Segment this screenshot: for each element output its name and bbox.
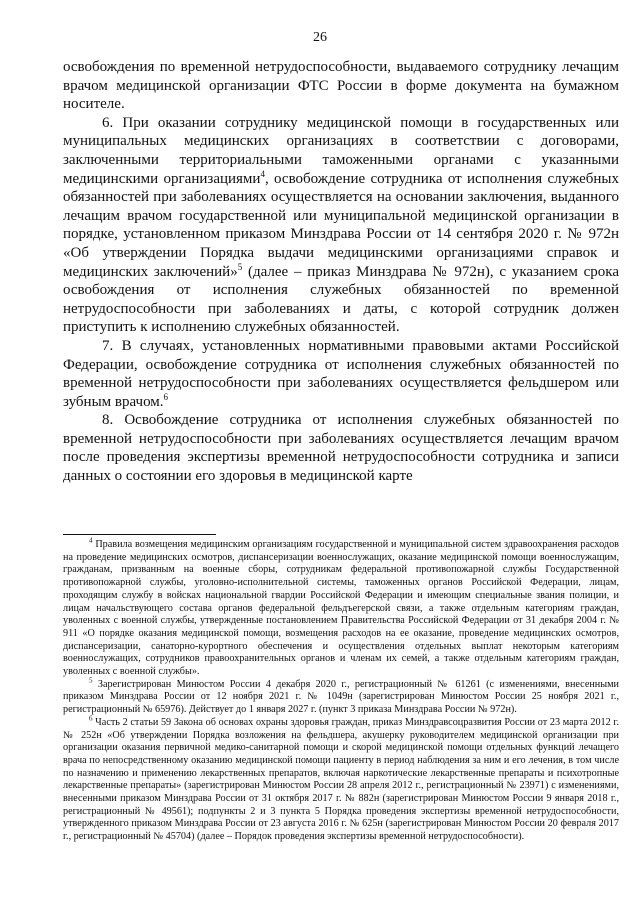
footnote-ref-6[interactable]: 6 [163, 391, 169, 402]
paragraph-7 [63, 337, 619, 411]
footnote-mark: 6 [89, 714, 93, 723]
footnote-ref-4[interactable]: 4 [260, 168, 265, 179]
paragraph-8 [63, 411, 619, 485]
footnote-6 [63, 714, 619, 844]
footnote-5 [63, 676, 619, 717]
footnote-mark: 5 [89, 676, 93, 685]
footnote-ref-5[interactable]: 5 [237, 261, 243, 272]
paragraph-continuation [63, 58, 619, 114]
paragraph-6 [63, 114, 619, 337]
footnotes [63, 536, 619, 844]
footnote-text: Зарегистрирован Минюстом России 4 декабря 2020 г., регистрационный № 61261 (с изменениями, внесенными приказом Минздрава России от 12 ноября 2021 г. № 1049н (зарегистрирован Минюстом России 25 ноября 2021 г., регистрационный № 65976). Действует до 1 января 2027 г. (пункт 3 приказа Минздрава России № 972н). [63, 678, 619, 716]
footnote-divider [63, 534, 216, 535]
paragraph-text: 8. Освобождение сотрудника от исполнения служебных обязанностей по временной нетрудоспособности при заболеваниях осуществляется лечащим врачом после проведения экспертизы временной нетрудоспособности сотрудника и записи данных о состоянии его здоровья в медицинской карте [63, 412, 619, 485]
footnote-text: Часть 2 статьи 59 Закона об основах охраны здоровья граждан, приказ Минздравсоцразвития России от 23 марта 2012 г. № 252н «Об утверждении Порядка возложения на фельдшера, акушерку руководителем медицинской организации при организации оказания первичной медико-санитарной помощи и скорой медицинской помощи отдельных функций лечащего врача по непосредственному оказанию медицинской помощи пациенту в период наблюдения за ним и его лечения, в том числе по назначению и применению лекарственных препаратов, включая наркотические лекарственные препараты и психотропные лекарственные препараты» (зарегистрирован Минюстом России 28 апреля 2012 г., регистрационный № 23971) с изменениями, внесенными приказом Минздрава России от 31 октября 2017 г. № 882н (зарегистрирован Минюстом России 9 января 2018 г., регистрационный № 49561); подпункты 2 и 3 пункта 5 Порядка проведения экспертизы временной нетрудоспособности, утвержденного приказом Минздрава России от 23 августа 2016 г. № 625н (зарегистрирован Минюстом России 20 февраля 2017 г., регистрационный № 45704) (далее – Порядок проведения экспертизы временной нетрудоспособности). [63, 716, 619, 843]
footnote-4 [63, 536, 619, 679]
main-text [63, 58, 619, 486]
paragraph-text: 7. В случаях, установленных нормативными правовыми актами Российской Федерации, освобождение сотрудника от исполнения служебных обязанностей по временной нетрудоспособности при заболеваниях осуществляется фельдшером или зубным врачом. [63, 337, 619, 410]
paragraph-text: 6. При оказании сотруднику медицинской помощи в государственных или муниципальных медицинских организациях в соответствии с договорами, заключенными территориальными таможенными органами с указанными медицинскими организациями [63, 114, 619, 187]
page-number: 26 [313, 30, 327, 45]
paragraph-text: (далее – приказ Минздрава № 972н), с указанием срока освобождения от исполнения служебных обязанностей по временной нетрудоспособности при заболеваниях и даты, с которой сотрудник должен приступить к исполнению служебных обязанностей. [63, 263, 619, 336]
paragraph-text: , освобождение сотрудника от исполнения служебных обязанностей при заболеваниях осуществляется на основании заключения, выданного лечащим врачом государственной или муниципальной медицинской организации в порядке, установленном приказом Минздрава России от 14 сентября 2020 г. № 972н «Об утверждении Порядка выдачи медицинскими организациями справок и медицинских заключений» [63, 170, 619, 280]
footnote-mark: 4 [89, 536, 93, 545]
paragraph-text: освобождения по временной нетрудоспособности, выдаваемого сотруднику лечащим врачом медицинской организации ФТС России в форме документа на бумажном носителе. [63, 59, 619, 113]
footnote-text: Правила возмещения медицинским организациям государственной и муниципальной систем здравоохранения расходов на проведение медицинских осмотров, диспансеризации военнослужащих, оказание медицинской помощи военнослужащим, гражданам, призванным на военные сборы, сотрудникам федеральной противопожарной службы Государственной противопожарной службы, уголовно-исполнительной системы, таможенных органов Российской Федерации, лицам, проходящим службу в войсках национальной гвардии Российской Федерации и имеющим специальные звания полиции, и лицам начальствующего состава органов федеральной фельдъегерской связи, а также отдельным категориям граждан, уволенных с военной службы, утвержденные постановлением Правительства Российской Федерации от 31 декабря 2004 г. № 911 «О порядке оказания медицинской помощи, возмещения расходов на ее оказание, проведение медицинских осмотров, диспансеризации, санаторно-курортного обеспечения и осуществления отдельных выплат некоторым категориям военнослужащих, сотрудников правоохранительных органов и членам их семей, а также отдельным категориям граждан, уволенных с военной службы». [63, 539, 619, 678]
